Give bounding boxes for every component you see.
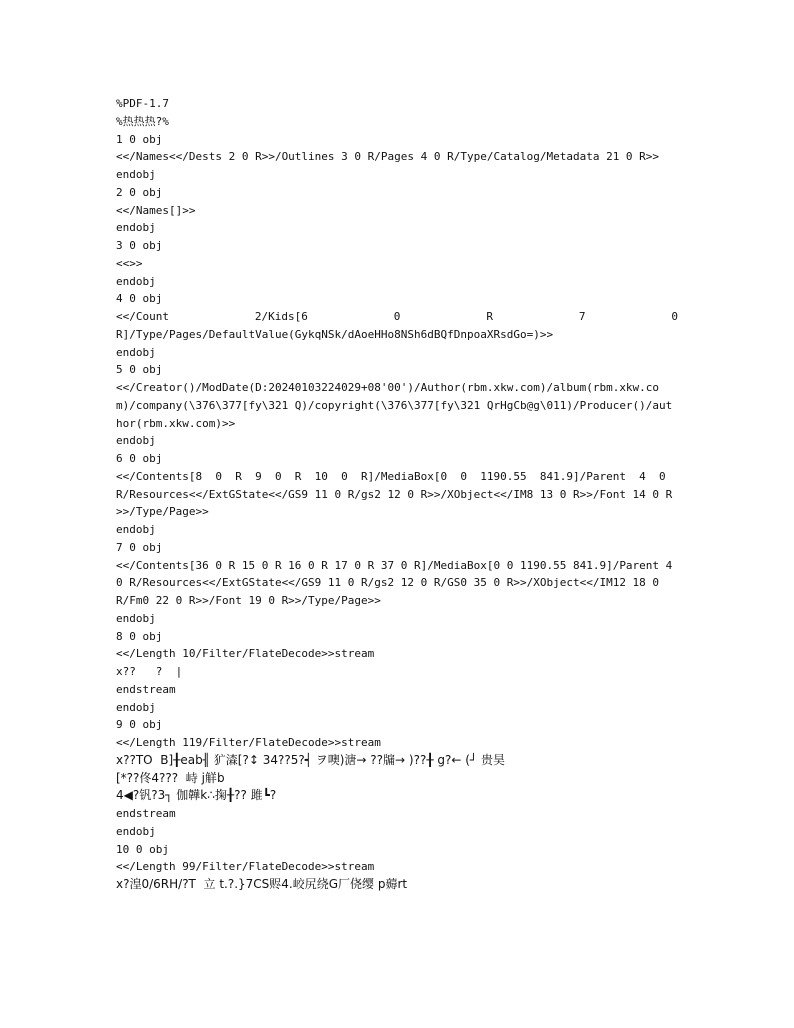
text-line: 4 0 obj [116,292,163,306]
text-line: 8 0 obj [116,629,163,643]
wrapped-text-block: <</Contents[8 0 R 9 0 R 10 0 R]/MediaBox[0 0 1190.55 841.9]/Parent 4 0 R/Resources<</ExtGState<</GS9 11 0 R/gs2 12 0 R>>/XObject<</IM8 13 0 R>>/Font 14 0 R>>/Type/Page>> [116,469,673,519]
text-line: 7 0 obj [116,540,163,554]
text-line: %PDF-1.7 [116,97,169,110]
justified-text-line [116,308,678,326]
text-token: <</Count [116,310,169,323]
text-line: %热热热?% [116,114,169,128]
text-line: 2 0 obj [116,185,163,199]
binary-text-line: [*??佟4??? 峙 j觧b [116,770,225,785]
wrapped-text-block: <</Contents[36 0 R 15 0 R 16 0 R 17 0 R 37 0 R]/MediaBox[0 0 1190.55 841.9]/Parent 4 0 R/Resources<</ExtGState<</GS9 11 0 R/gs2 12 0 R/GS0 35 0 R>>/XObject<</IM12 18 0 R/Fm0 22 0 R>>/Font 19 0 R>>/Type/Page>> [116,558,679,607]
text-line: 1 0 obj [116,132,163,146]
text-token: R [486,310,493,323]
text-line: endobj [116,523,156,536]
text-token: 0 [393,310,401,323]
text-line: x?? ? | [116,665,183,678]
text-line: endobj [116,824,156,838]
text-line: <<>> [116,256,143,270]
text-line: 10 0 obj [116,842,169,856]
text-line: endobj [116,221,156,235]
text-line: endobj [116,168,156,181]
text-line: endobj [116,345,156,359]
text-token: 2/Kids[6 [254,310,308,323]
text-line: 6 0 obj [116,452,163,465]
text-line: endobj [116,611,156,625]
wrapped-text-block: <</Creator()/ModDate(D:20240103224029+08'00')/Author(rbm.xkw.com)/album(rbm.xkw.com)/company(\376\377[fy\321 Q)/copyright(\376\377[fy\321 QrHgCb@g\011)/Producer()/author(rbm.xkw.com)>> [116,381,673,430]
binary-text-line: x?湟0/6RH/?T 立 t.?.}7CS赆4.峧尻绕G厂侥缨 p薅rt [116,877,408,891]
text-line: <</Length 10/Filter/FlateDecode>>stream [116,647,375,661]
binary-text-line: x??TO B]╂eab╢ 犷潹[?↕ 34??5?┥ ヲ噢)溏→ ??牖→ )??╂ g?← (┘ 贵昊 [116,752,505,767]
text-line: endstream [116,682,176,696]
text-line: <</Names[]>> [116,203,196,217]
text-line: endobj [116,434,156,448]
text-token: 0 [671,310,678,323]
text-line: endobj [116,274,156,288]
text-line: endobj [116,700,156,714]
text-token: 7 [578,310,586,323]
pdf-source-text [116,95,678,894]
text-line: R]/Type/Pages/DefaultValue(GykqNSk/dAoeHHo8NSh6dBQfDnpoaXRsdGo=)>> [116,327,554,341]
text-line: endstream [116,807,176,820]
binary-text-line: 4◀?钒?3┐ 伽韡k∴掬╂?? 雎┗? [116,788,277,803]
text-line: 5 0 obj [116,363,163,377]
text-line: <</Length 99/Filter/FlateDecode>>stream [116,860,375,874]
text-line: <</Names<</Dests 2 0 R>>/Outlines 3 0 R/Pages 4 0 R/Type/Catalog/Metadata 21 0 R>> [116,150,660,164]
text-line: 9 0 obj [116,718,163,732]
text-line: <</Length 119/Filter/FlateDecode>>stream [116,736,381,749]
text-line: 3 0 obj [116,239,163,252]
